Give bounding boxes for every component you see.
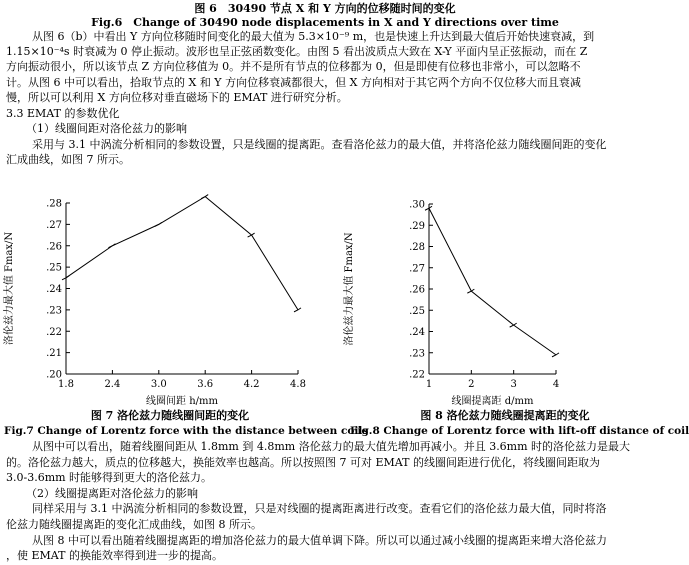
paragraph-line: 汇成曲线，如图 7 所示。 bbox=[6, 153, 130, 166]
x-tick-label: 1.8 bbox=[58, 379, 74, 390]
paragraph-line: 从图 6（b）中看出 Y 方向位移随时间变化的最大值为 5.3×10⁻⁹ m，也是快速上升达到最大值后开始快速衰减，到 bbox=[32, 30, 595, 43]
y-tick-label: .28 bbox=[46, 198, 62, 210]
y-tick-label: .25 bbox=[409, 305, 425, 317]
x-tick-label: 4.2 bbox=[243, 379, 260, 390]
x-tick-label: 3.0 bbox=[150, 379, 167, 390]
data-point bbox=[108, 244, 115, 248]
fig7-caption-en: Fig.7 Change of Lorentz force with the distance between coils bbox=[4, 425, 369, 437]
paragraph-line: 同样采用与 3.1 中涡流分析相同的参数设置，只是对线圈的提离距离进行改变。查看它们的洛伦兹力最大值，同时将洛 bbox=[32, 502, 607, 515]
y-tick-label: .22 bbox=[46, 326, 62, 338]
x-tick-label: 4.8 bbox=[290, 379, 306, 390]
x-tick-label: 1 bbox=[425, 379, 433, 390]
x-tick-label: 3.6 bbox=[197, 379, 214, 390]
subsection-heading: （2）线圈提离距对洛伦兹力的影响 bbox=[26, 487, 198, 500]
y-tick-label: .20 bbox=[46, 369, 62, 381]
y-tick-label: .23 bbox=[46, 305, 62, 317]
figure-8-chart bbox=[340, 178, 650, 410]
subsection-heading: （1）线圈间距对洛伦兹力的影响 bbox=[26, 122, 187, 135]
paragraph-line: 伦兹力随线圈提离距的变化汇成曲线，如图 8 所示。 bbox=[6, 518, 262, 531]
y-tick-label: .27 bbox=[409, 263, 425, 275]
fig8-caption-en: Fig.8 Change of Lorentz force with lift-off distance of coil bbox=[350, 425, 689, 437]
paragraph-line: 采用与 3.1 中涡流分析相同的参数设置，只是线圈的提离距。查看洛伦兹力的最大值，并将洛伦兹力随线圈间距的变化 bbox=[32, 138, 607, 151]
y-axis-label: 洛伦兹力最大值 Fmax/N bbox=[344, 232, 355, 346]
y-axis-label: 洛伦兹力最大值 Fmax/N bbox=[4, 231, 15, 346]
section-heading: 3.3 EMAT 的参数优化 bbox=[6, 107, 120, 120]
fig6-caption-cn: 图 6 30490 节点 X 和 Y 方向的位移随时间的变化 bbox=[194, 2, 456, 15]
figure-7-chart bbox=[0, 178, 320, 410]
fig6-caption-en: Fig.6 Change of 30490 node displacements in X and Y directions over time bbox=[91, 16, 559, 29]
data-point bbox=[552, 353, 559, 357]
y-tick-label: .27 bbox=[46, 219, 62, 231]
x-tick-label: 2 bbox=[468, 379, 475, 390]
y-tick-label: .28 bbox=[409, 242, 425, 253]
y-tick-label: .25 bbox=[46, 262, 62, 274]
y-tick-label: .24 bbox=[46, 284, 62, 295]
paragraph-line: 从图 8 中可以看出随着线圈提离距的增加洛伦兹力的最大值单调下降。所以可以通过减小线圈的提离距来增大洛伦兹力 bbox=[32, 534, 607, 547]
data-point bbox=[155, 222, 162, 226]
paragraph-line: ，使 EMAT 的换能效率得到进一步的提高。 bbox=[6, 549, 223, 562]
paragraph-line: 方向振动很小，所以该节点 Z 方向位移值为 0。并不是所有节点的位移都为 0，但是即使有位移也非常小，可以忽略不 bbox=[6, 60, 581, 73]
paragraph-line: 的。洛伦兹力越大，质点的位移越大，换能效率也越高。所以按照图 7 可对 EMAT 的线圈间距进行优化，将线圈间距取为 bbox=[6, 456, 600, 469]
y-tick-label: .22 bbox=[409, 369, 425, 381]
y-tick-label: .23 bbox=[409, 348, 425, 360]
data-point bbox=[248, 233, 255, 237]
y-tick-label: .26 bbox=[409, 284, 425, 296]
x-axis-label: 线圈间距 h/mm bbox=[146, 396, 218, 407]
fig7-caption-cn: 图 7 洛伦兹力随线圈间距的变化 bbox=[90, 409, 250, 422]
series-line bbox=[429, 208, 556, 355]
fig8-caption-cn: 图 8 洛伦兹力随线圈提离距的变化 bbox=[420, 409, 590, 422]
y-tick-label: .29 bbox=[409, 220, 425, 232]
x-axis-label: 线圈提离距 d/mm bbox=[451, 396, 534, 407]
paragraph-line: 从图中可以看出，随着线圈间距从 1.8mm 到 4.8mm 洛伦兹力的最大值先增加再减小。并且 3.6mm 时的洛伦兹力是最大 bbox=[32, 440, 631, 453]
series-line bbox=[66, 197, 298, 310]
y-tick-label: .26 bbox=[46, 241, 62, 253]
paragraph-line: 1.15×10⁻⁴s 时衰减为 0 停止振动。波形也呈正弦函数变化。由图 5 看出波质点大致在 X-Y 平面内呈正弦振动，而在 Z bbox=[6, 45, 588, 58]
paragraph-line: 计。从图 6 中可以看出，拾取节点的 X 和 Y 方向位移衰减都很大，但 X 方向相对于其它两个方向不仅位移大而且衰减 bbox=[6, 76, 581, 89]
paragraph-line: 3.0-3.6mm 时能够得到更大的洛伦兹力。 bbox=[6, 471, 213, 484]
x-tick-label: 2.4 bbox=[104, 379, 121, 390]
x-tick-label: 3 bbox=[510, 379, 517, 390]
paragraph-line: 慢，所以可以利用 X 方向位移对垂直磁场下的 EMAT 进行研究分析。 bbox=[6, 91, 348, 104]
y-tick-label: .21 bbox=[46, 348, 62, 360]
x-tick-label: 4 bbox=[552, 379, 560, 390]
y-tick-label: .30 bbox=[409, 199, 425, 211]
y-tick-label: .24 bbox=[409, 327, 425, 338]
